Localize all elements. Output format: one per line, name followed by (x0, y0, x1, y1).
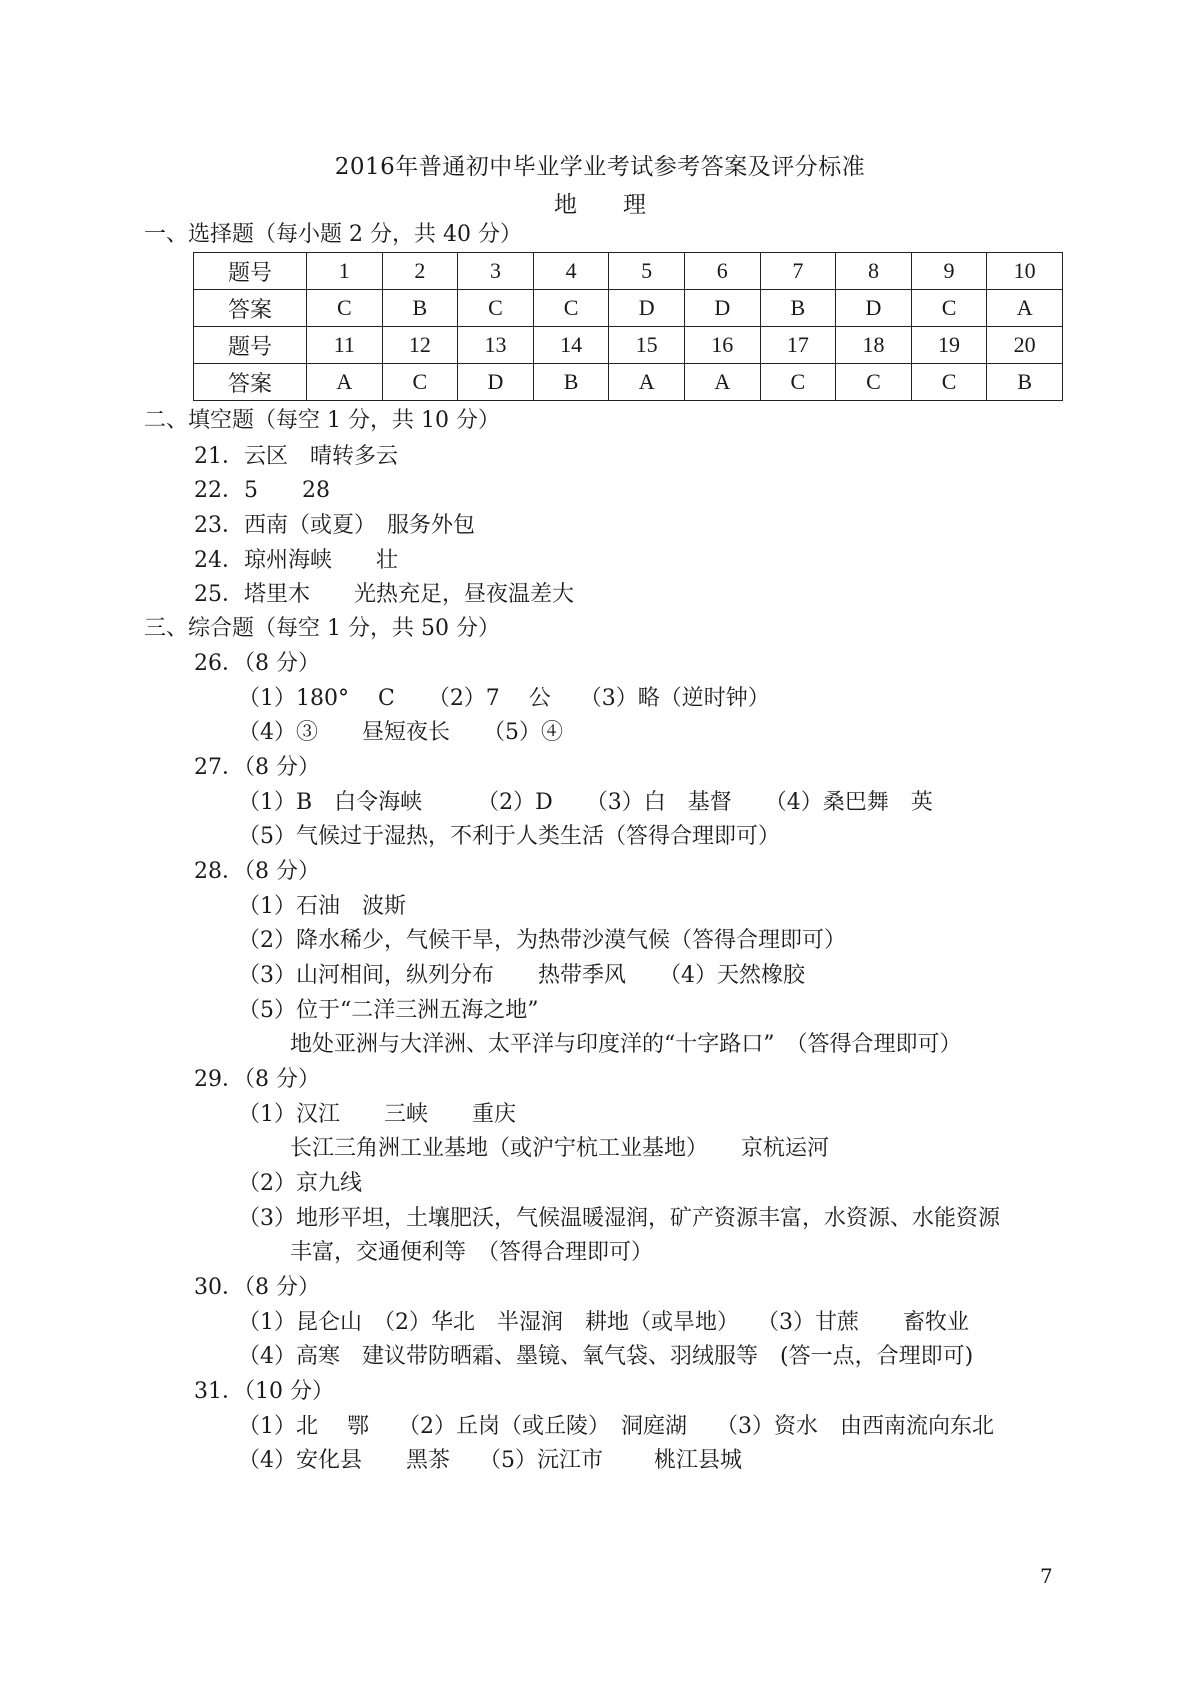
answer-cell: C (911, 364, 987, 401)
answer-cell: C (307, 290, 383, 327)
answer-line: （2）降水稀少，气候干旱，为热带沙漠气候（答得合理即可） (238, 928, 846, 953)
answer-line: （3）地形平坦，土壤肥沃，气候温暖湿润，矿产资源丰富，水资源、水能资源 (238, 1206, 1000, 1231)
table-row (194, 290, 1063, 327)
answer-line: （5）气候过于湿热，不利于人类生活（答得合理即可） (238, 824, 780, 849)
answer-line-continued: 长江三角洲工业基地（或沪宁杭工业基地） 京杭运河 (290, 1136, 830, 1161)
question-number: 10 (987, 253, 1063, 290)
question-number: 15 (609, 327, 685, 364)
row-label: 答案 (194, 290, 307, 327)
answer-cell: B (533, 364, 609, 401)
table-row (194, 253, 1063, 290)
answer-cell: B (382, 290, 458, 327)
row-label: 题号 (194, 253, 307, 290)
question-27-heading: 27．（8 分） (194, 755, 320, 780)
answer-cell: A (987, 290, 1063, 327)
answer-cell: D (684, 290, 760, 327)
answer-line: （5）位于“二洋三洲五海之地” (238, 998, 539, 1023)
answer-cell: B (987, 364, 1063, 401)
question-number: 5 (609, 253, 685, 290)
answer-cell: B (760, 290, 836, 327)
question-30-heading: 30．（8 分） (194, 1275, 320, 1300)
answer-line: （1）石油 波斯 (238, 894, 406, 919)
question-number: 18 (836, 327, 912, 364)
question-number: 4 (533, 253, 609, 290)
page-title: 2016年普通初中毕业学业考试参考答案及评分标准 (334, 154, 866, 180)
answer-line: （2）京九线 (238, 1171, 362, 1196)
answer-line-continued: 地处亚洲与大洋洲、太平洋与印度洋的“十字路口” （答得合理即可） (290, 1032, 962, 1057)
answer-cell: D (609, 290, 685, 327)
answer-cell: A (307, 364, 383, 401)
question-number: 13 (458, 327, 534, 364)
answer-table (193, 252, 1063, 401)
answer-cell: C (382, 364, 458, 401)
question-26-heading: 26．（8 分） (194, 651, 320, 676)
question-28-heading: 28．（8 分） (194, 859, 320, 884)
question-29-heading: 29．（8 分） (194, 1067, 320, 1092)
answer-line: （1）汉江 三峡 重庆 (238, 1102, 516, 1127)
answer-line: （4）高寒 建议带防晒霜、墨镜、氧气袋、羽绒服等 (答一点，合理即可) (238, 1344, 974, 1369)
answer-line-continued: 丰富，交通便利等 （答得合理即可） (290, 1240, 654, 1265)
answer-line: （4）③ 昼短夜长 （5）④ (238, 720, 563, 745)
answer-line: （3）山河相间，纵列分布 热带季风 （4）天然橡胶 (238, 963, 805, 988)
answer-line: （4）安化县 黑茶 （5）沅江市 桃江县城 (238, 1448, 742, 1473)
question-number: 12 (382, 327, 458, 364)
question-number: 2 (382, 253, 458, 290)
question-number: 19 (911, 327, 987, 364)
fill-answer: 21．云区 晴转多云 (194, 444, 398, 469)
subject-title: 地 理 (554, 192, 646, 218)
question-number: 17 (760, 327, 836, 364)
answer-cell: C (836, 364, 912, 401)
question-number: 7 (760, 253, 836, 290)
fill-answer: 25．塔里木 光热充足，昼夜温差大 (194, 582, 574, 607)
question-31-heading: 31．（10 分） (194, 1379, 334, 1404)
row-label: 题号 (194, 327, 307, 364)
answer-cell: D (458, 364, 534, 401)
answer-cell: C (533, 290, 609, 327)
answer-cell: D (836, 290, 912, 327)
answer-cell: A (684, 364, 760, 401)
table-row (194, 364, 1063, 401)
question-number: 3 (458, 253, 534, 290)
question-number: 16 (684, 327, 760, 364)
fill-answer: 23．西南（或夏） 服务外包 (194, 513, 475, 538)
answer-line: （1）B 白令海峡 （2）D （3）白 基督 （4）桑巴舞 英 (238, 790, 933, 815)
answer-line: （1）180° C （2）7 公 （3）略（逆时钟） (238, 686, 770, 711)
question-number: 1 (307, 253, 383, 290)
question-number: 9 (911, 253, 987, 290)
fill-answer: 24．琼州海峡 壮 (194, 548, 398, 573)
question-number: 8 (836, 253, 912, 290)
answer-cell: C (760, 364, 836, 401)
section2-heading: 二、填空题（每空 1 分，共 10 分） (144, 408, 500, 433)
section1-heading: 一、选择题（每小题 2 分，共 40 分） (144, 222, 522, 247)
question-number: 14 (533, 327, 609, 364)
answer-cell: C (458, 290, 534, 327)
answer-cell: C (911, 290, 987, 327)
question-number: 20 (987, 327, 1063, 364)
question-number: 6 (684, 253, 760, 290)
section3-heading: 三、综合题（每空 1 分，共 50 分） (144, 616, 500, 641)
question-number: 11 (307, 327, 383, 364)
row-label: 答案 (194, 364, 307, 401)
answer-line: （1）北 鄂 （2）丘岗（或丘陵） 洞庭湖 （3）资水 由西南流向东北 (238, 1414, 994, 1439)
answer-cell: A (609, 364, 685, 401)
fill-answer: 22．5 28 (194, 478, 330, 503)
table-row (194, 327, 1063, 364)
answer-line: （1）昆仑山 （2）华北 半湿润 耕地（或旱地） （3）甘蔗 畜牧业 (238, 1310, 969, 1335)
page-number: 7 (1040, 1564, 1053, 1588)
